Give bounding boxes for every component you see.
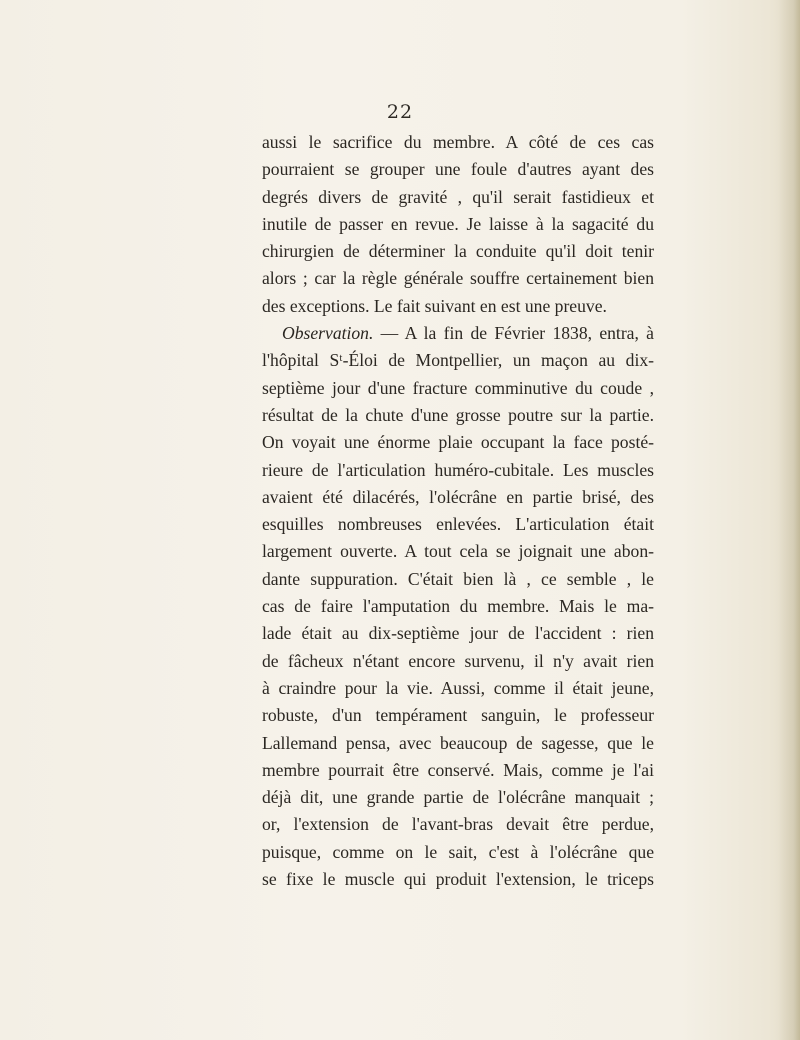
observation-label: Observation.: [282, 323, 374, 344]
text-line: alors ; car la règle générale souffre certainement bien: [262, 268, 654, 289]
text-line: à craindre pour la vie. Aussi, comme il était jeune,: [262, 677, 654, 698]
text-line: puisque, comme on le sait, c'est à l'olécrâne que: [262, 841, 654, 862]
text-line: robuste, d'un tempérament sanguin, le professeur: [262, 705, 654, 726]
text-line: degrés divers de gravité , qu'il serait fastidieux et: [262, 186, 654, 207]
text-line: pourraient se grouper une foule d'autres ayant des: [262, 159, 654, 180]
text-line: se fixe le muscle qui produit l'extension, le triceps: [262, 869, 654, 890]
body-text: [262, 129, 654, 893]
text-line: des exceptions. Le fait suivant en est une preuve.: [262, 295, 607, 316]
text-line: de fâcheux n'étant encore survenu, il n'y avait rien: [262, 650, 654, 671]
page-edge-shadow: [778, 0, 800, 1040]
text-line: membre pourrait être conservé. Mais, comme je l'ai: [262, 759, 654, 780]
text-line: septième jour d'une fracture comminutive du coude ,: [262, 377, 654, 398]
text-line: dante suppuration. C'était bien là , ce semble , le: [262, 568, 654, 589]
text-line: résultat de la chute d'une grosse poutre sur la partie.: [262, 404, 654, 425]
observation-line-text: — A la fin de Février 1838, entra, à: [373, 323, 654, 344]
observation-line: [262, 320, 654, 347]
text-line: On voyait une énorme plaie occupant la face posté-: [262, 432, 654, 453]
text-line: largement ouverte. A tout cela se joignait une abon-: [262, 541, 654, 562]
text-line: déjà dit, une grande partie de l'olécrâne manquait ;: [262, 787, 654, 808]
page-number: 22: [386, 101, 414, 123]
text-line: avaient été dilacérés, l'olécrâne en partie brisé, des: [262, 486, 654, 507]
text-line: lade était au dix-septième jour de l'accident : rien: [262, 623, 654, 644]
text-line: inutile de passer en revue. Je laisse à la sagacité du: [262, 213, 654, 234]
text-line: Lallemand pensa, avec beaucoup de sagesse, que le: [262, 732, 654, 753]
text-line: rieure de l'articulation huméro-cubitale. Les muscles: [262, 459, 654, 480]
text-line: aussi le sacrifice du membre. A côté de ces cas: [262, 132, 654, 152]
text-line: chirurgien de déterminer la conduite qu'il doit tenir: [262, 241, 654, 262]
text-line: or, l'extension de l'avant-bras devait être perdue,: [262, 814, 654, 835]
text-line: cas de faire l'amputation du membre. Mais le ma-: [262, 596, 654, 617]
text-line: esquilles nombreuses enlevées. L'articulation était: [262, 514, 654, 535]
text-line: l'hôpital Sᵗ-Éloi de Montpellier, un maçon au dix-: [262, 350, 654, 371]
